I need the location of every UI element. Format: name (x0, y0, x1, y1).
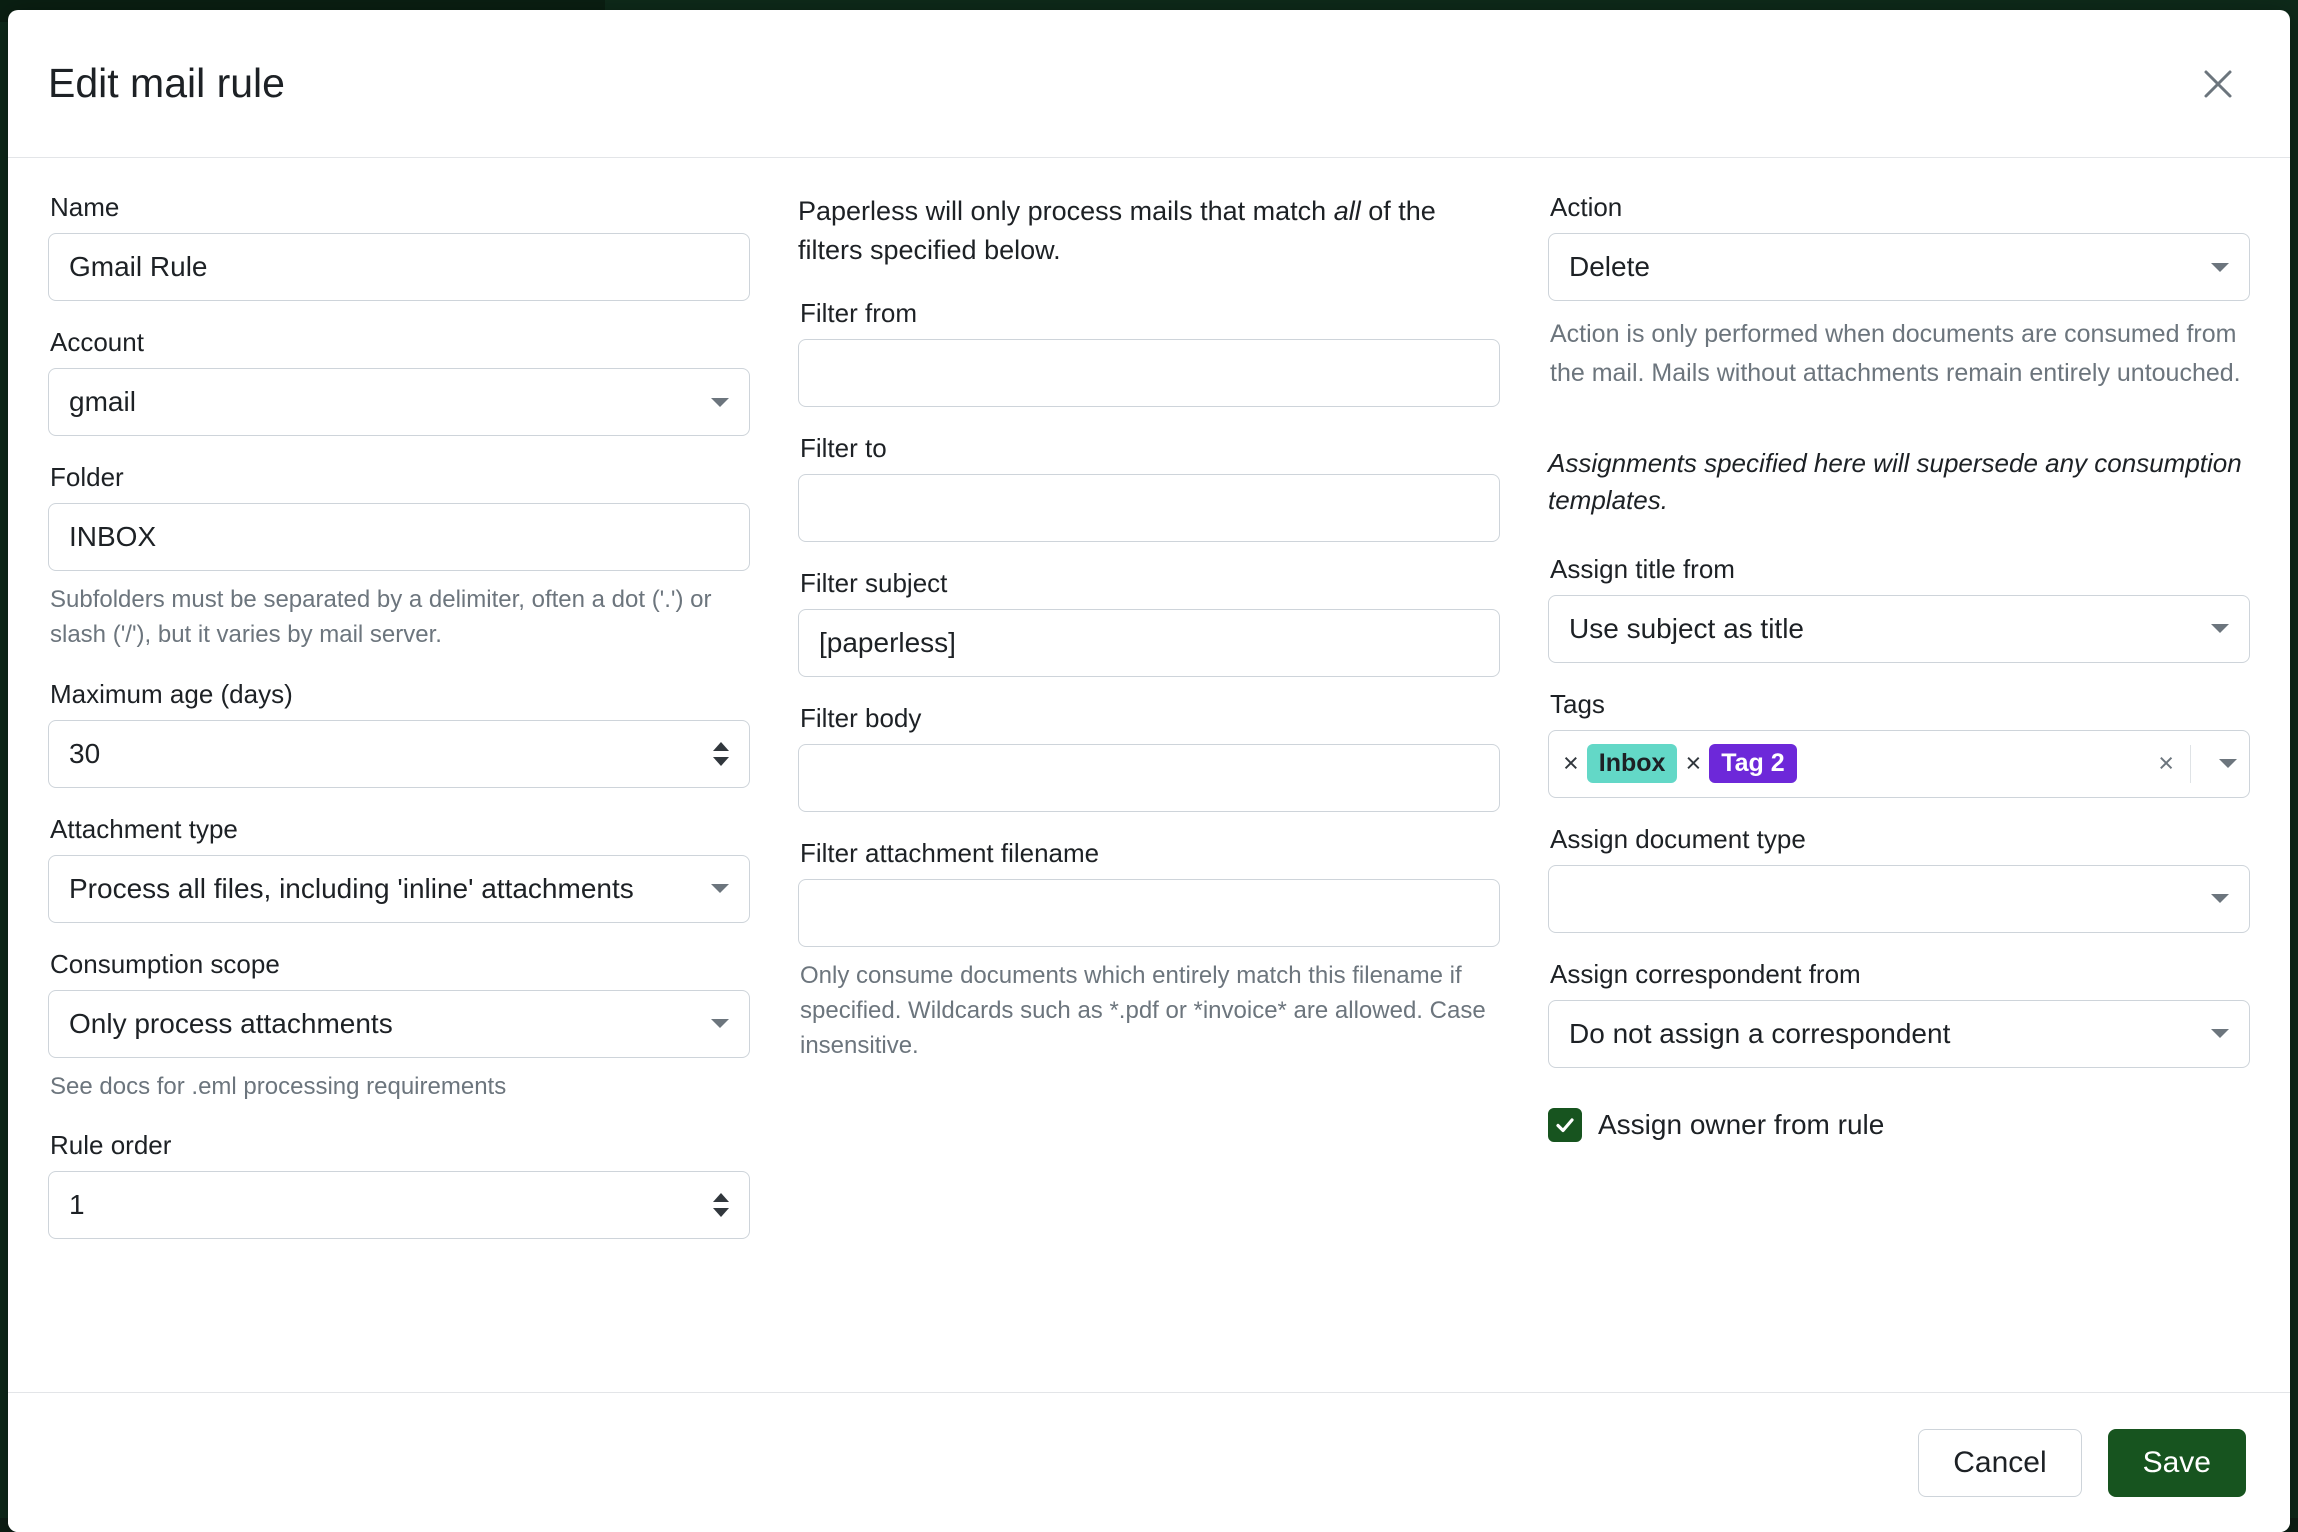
filter-body-input[interactable] (798, 744, 1500, 812)
max-age-stepper[interactable] (48, 720, 750, 788)
assign-title-value: Use subject as title (1569, 613, 2201, 645)
filter-from-label: Filter from (800, 298, 1500, 329)
field-assign-document-type (1548, 824, 2250, 933)
field-folder (48, 462, 750, 653)
clear-tags-icon[interactable]: × (2158, 748, 2174, 779)
filters-intro-before: Paperless will only process mails that match (798, 196, 1334, 226)
assignments-note: Assignments specified here will supersede any consumption templates. (1548, 445, 2250, 520)
field-filter-attachment-filename (798, 838, 1500, 1063)
column-filters (798, 192, 1500, 1390)
chevron-down-icon (2211, 263, 2229, 272)
account-value: gmail (69, 386, 701, 418)
stepper-arrows-icon[interactable] (713, 742, 729, 766)
folder-value: INBOX (69, 521, 729, 553)
dialog-body (8, 158, 2290, 1390)
filter-attachment-help-text: Only consume documents which entirely match this filename if specified. Wildcards such as *.pdf or *invoice* are allowed. Case insensitive. (800, 959, 1498, 1063)
tag-chip: Inbox (1587, 744, 1678, 783)
assign-correspondent-value: Do not assign a correspondent (1569, 1018, 2201, 1050)
chevron-down-icon (711, 884, 729, 893)
chevron-down-icon[interactable] (2219, 759, 2237, 768)
field-attachment-type (48, 814, 750, 923)
filter-subject-input[interactable] (798, 609, 1500, 677)
rule-order-stepper[interactable] (48, 1171, 750, 1239)
assign-owner-row[interactable] (1548, 1108, 2250, 1142)
max-age-value: 30 (69, 738, 703, 770)
filter-to-input[interactable] (798, 474, 1500, 542)
name-input[interactable] (48, 233, 750, 301)
column-general (48, 192, 750, 1390)
attachment-type-value: Process all files, including 'inline' attachments (69, 873, 701, 905)
field-action (1548, 192, 2250, 393)
action-select[interactable] (1548, 233, 2250, 301)
dialog-header (8, 10, 2290, 158)
filter-to-label: Filter to (800, 433, 1500, 464)
assign-owner-label: Assign owner from rule (1598, 1109, 1884, 1141)
dialog-footer (8, 1392, 2290, 1532)
filters-intro (798, 192, 1500, 270)
filter-body-label: Filter body (800, 703, 1500, 734)
assign-owner-checkbox[interactable] (1548, 1108, 1582, 1142)
cancel-button[interactable]: Cancel (1918, 1429, 2081, 1497)
action-label: Action (1550, 192, 2250, 223)
field-tags (1548, 689, 2250, 798)
chevron-down-icon (711, 1019, 729, 1028)
chevron-down-icon (2211, 894, 2229, 903)
assign-doc-type-label: Assign document type (1550, 824, 2250, 855)
assign-doc-type-select[interactable] (1548, 865, 2250, 933)
tag-chip: Tag 2 (1709, 744, 1796, 783)
filters-intro-after: of the filters specified below. (798, 196, 1436, 265)
action-help-text: Action is only performed when documents are consumed from the mail. Mails without attachments remain entirely untouched. (1550, 315, 2248, 393)
assign-title-label: Assign title from (1550, 554, 2250, 585)
chevron-down-icon (2211, 1029, 2229, 1038)
rule-order-label: Rule order (50, 1130, 750, 1161)
tag-item (1685, 744, 1796, 783)
dialog-title: Edit mail rule (48, 60, 285, 107)
folder-label: Folder (50, 462, 750, 493)
save-button[interactable]: Save (2108, 1429, 2246, 1497)
assign-correspondent-label: Assign correspondent from (1550, 959, 2250, 990)
field-filter-to (798, 433, 1500, 542)
tags-divider (2190, 745, 2191, 783)
filter-attachment-input[interactable] (798, 879, 1500, 947)
consumption-scope-select[interactable] (48, 990, 750, 1058)
folder-help-text: Subfolders must be separated by a delimiter, often a dot ('.') or slash ('/'), but it varies by mail server. (50, 583, 748, 653)
attachment-type-label: Attachment type (50, 814, 750, 845)
remove-tag-icon[interactable]: × (1685, 750, 1701, 777)
remove-tag-icon[interactable]: × (1563, 750, 1579, 777)
action-value: Delete (1569, 251, 2201, 283)
column-actions (1548, 192, 2250, 1390)
field-consumption-scope (48, 949, 750, 1105)
consumption-scope-value: Only process attachments (69, 1008, 701, 1040)
tags-label: Tags (1550, 689, 2250, 720)
tag-item (1563, 744, 1677, 783)
field-filter-from (798, 298, 1500, 407)
edit-mail-rule-dialog (8, 10, 2290, 1532)
field-assign-correspondent (1548, 959, 2250, 1068)
chevron-down-icon (711, 398, 729, 407)
field-filter-subject (798, 568, 1500, 677)
field-assign-title-from (1548, 554, 2250, 663)
filters-intro-emphasis: all (1334, 196, 1361, 226)
consumption-scope-label: Consumption scope (50, 949, 750, 980)
field-filter-body (798, 703, 1500, 812)
close-icon[interactable] (2190, 56, 2246, 112)
field-name (48, 192, 750, 301)
rule-order-value: 1 (69, 1189, 703, 1221)
filter-subject-value: [paperless] (819, 627, 1479, 659)
assign-correspondent-select[interactable] (1548, 1000, 2250, 1068)
consumption-scope-help-text: See docs for .eml processing requirements (50, 1070, 748, 1105)
folder-input[interactable] (48, 503, 750, 571)
field-max-age (48, 679, 750, 788)
field-account (48, 327, 750, 436)
filter-from-input[interactable] (798, 339, 1500, 407)
account-label: Account (50, 327, 750, 358)
stepper-arrows-icon[interactable] (713, 1193, 729, 1217)
filter-subject-label: Filter subject (800, 568, 1500, 599)
filter-attachment-label: Filter attachment filename (800, 838, 1500, 869)
field-rule-order (48, 1130, 750, 1239)
assign-title-select[interactable] (1548, 595, 2250, 663)
chevron-down-icon (2211, 624, 2229, 633)
max-age-label: Maximum age (days) (50, 679, 750, 710)
name-value: Gmail Rule (69, 251, 729, 283)
attachment-type-select[interactable] (48, 855, 750, 923)
tags-multiselect[interactable] (1548, 730, 2250, 798)
name-label: Name (50, 192, 750, 223)
account-select[interactable] (48, 368, 750, 436)
